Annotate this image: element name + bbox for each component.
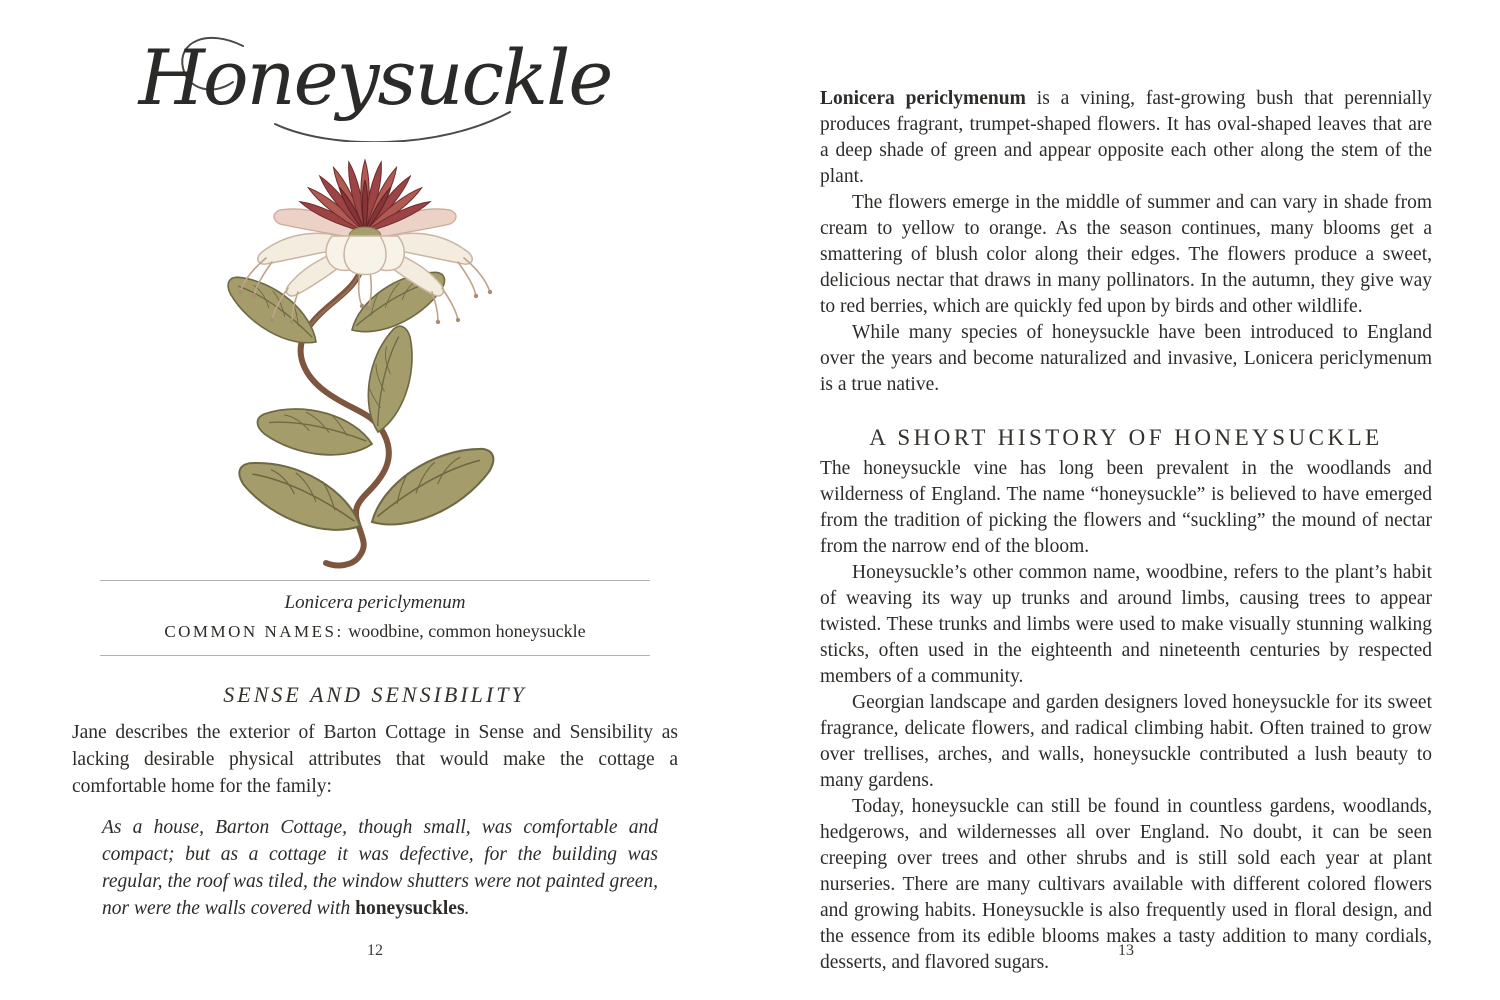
page-title: Honeysuckle bbox=[138, 33, 612, 122]
page-number-right: 13 bbox=[1118, 942, 1134, 959]
block-quote bbox=[102, 814, 658, 922]
paragraph: While many species of honeysuckle have been introduced to England over the years and become naturalized and invasive, Lonicera periclymenum is a true native. bbox=[820, 322, 1432, 395]
species-name-bold: Lonicera periclymenum bbox=[820, 88, 1026, 109]
body-copy bbox=[820, 0, 1432, 976]
page-number-left: 12 bbox=[367, 942, 383, 959]
leaf bbox=[360, 443, 503, 531]
paragraph: Georgian landscape and garden designers loved honeysuckle for its sweet fragrance, delicate flowers, and radical climbing habit. Often trained to grow over trellises, arches, and walls, honeysuckle contributed a lush beauty to many gardens. bbox=[820, 692, 1432, 791]
history-heading: A SHORT HISTORY OF HONEYSUCKLE bbox=[869, 425, 1383, 450]
quote-text: As a house, Barton Cottage, though small, was comfortable and compact; but as a cottage it was defective, for the building was regular, the roof was tiled, the window shutters were not painted green, nor were the walls covered with bbox=[102, 817, 658, 919]
section-heading: SENSE AND SENSIBILITY bbox=[223, 682, 527, 707]
chapter-title-calligraphy bbox=[125, 16, 625, 142]
honeysuckle-illustration bbox=[210, 144, 540, 574]
right-page bbox=[820, 0, 1432, 1000]
paragraph: The honeysuckle vine has long been prevalent in the woodlands and wilderness of England. The name “honeysuckle” is believed to have emerged from the tradition of picking the flowers and “suckling” the mound of nectar from the narrow end of the bloom. bbox=[820, 458, 1432, 557]
common-names-line bbox=[100, 621, 650, 642]
left-page bbox=[70, 0, 680, 1000]
paragraph: Honeysuckle’s other common name, woodbine, refers to the plant’s habit of weaving its way up trunks and around limbs, causing trees to appear twisted. These trunks and limbs were used to make visually stunning walking sticks, often used in the eighteenth and nineteenth centuries by respected members of a community. bbox=[820, 562, 1432, 687]
paragraph: Today, honeysuckle can still be found in countless gardens, woodlands, hedgerows, and wildernesses all over England. No doubt, it can be seen creeping over trees and other shrubs and is still sold each year at plant nurseries. There are many cultivars available with different colored flowers and growing habits. Honeysuckle is also frequently used in floral design, and the essence from its edible blooms makes a tasty addition to many cordials, desserts, and flavored sugars. bbox=[820, 796, 1432, 973]
caption-block bbox=[100, 580, 650, 656]
leaf bbox=[345, 322, 434, 436]
quote-bold-word: honeysuckles bbox=[355, 898, 465, 919]
common-names-label: COMMON NAMES: bbox=[164, 622, 344, 641]
paragraph: The flowers emerge in the middle of summer and can vary in shade from cream to yellow to orange. As the season continues, many blooms get a smattering of blush color along their edges. The flowers produce a sweet, delicious nectar that draws in many pollinators. In the autumn, they give way to red berries, which are quickly fed upon by birds and other wildlife. bbox=[820, 192, 1432, 317]
latin-name: Lonicera periclymenum bbox=[284, 592, 466, 613]
paragraph-opening bbox=[820, 86, 1432, 190]
leaf bbox=[232, 458, 368, 535]
common-names-value: woodbine, common honeysuckle bbox=[348, 621, 586, 641]
opening-rest: is a vining, fast-growing bush that perennially produces fragrant, trumpet-shaped flowers. It has oval-shaped leaves that are a deep shade of green and appear opposite each other along the stem of the plant. bbox=[820, 88, 1432, 187]
quote-closing: . bbox=[464, 898, 470, 919]
section-intro: Jane describes the exterior of Barton Cottage in Sense and Sensibility as lacking desirable physical attributes that would make the cottage a comfortable home for the family: bbox=[72, 722, 678, 797]
